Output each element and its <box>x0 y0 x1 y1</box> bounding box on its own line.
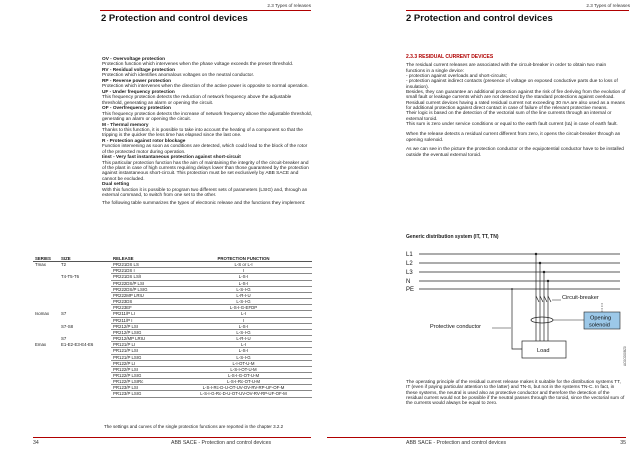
cell-release: PR121/P LSIG <box>111 354 175 360</box>
chapter-title: 2 Protection and control devices <box>101 13 248 24</box>
toroid <box>531 317 553 323</box>
rcd-text-column <box>406 55 626 162</box>
definition-heading: OF - Overfrequency protection <box>102 106 171 112</box>
chapter-title: 2 Protection and control devices <box>406 13 553 24</box>
footer-text: ABB SACE - Protection and control devices <box>171 440 272 446</box>
definition-heading: RP - Reverse power protection <box>102 78 172 84</box>
paragraph-toroid: As we can see in the picture the protection conductor or the equipotential conductor have to be installed outside the eventual external toroid. <box>406 147 624 158</box>
top-rule <box>100 10 311 11</box>
cell-release: PR123/P LSI <box>111 385 175 391</box>
closing-paragraph: The operating principle of the residual current release makes it suitable for the distribution systems TT, IT (even if paying particular attention to the latter) and TN-S, but not in the systems TN-C. In fact, in these systems, the neutral is used also as protective conductor and therefore the detection of the residual current would not be possible if the neutral passes through the toroid, since the vectorial sum of the currents would always be equal to zero. <box>406 380 625 407</box>
protective-conductor-label: Protective conductor <box>430 324 481 330</box>
cell-functions: L-S-I <box>175 348 312 354</box>
cell-functions: L-S-I-G <box>175 299 312 305</box>
cell-size: S7 <box>61 336 67 342</box>
cell-release: PR221DS LS <box>111 262 175 268</box>
opening-solenoid-label-2: solenoid <box>589 322 610 329</box>
protective-conductor <box>512 289 522 349</box>
cell-functions: L-I-OT-U-M <box>175 360 312 366</box>
definition-item <box>102 139 312 155</box>
opening-solenoid-label-1: Opening <box>590 315 612 322</box>
cell-functions: L-R-I-U <box>175 336 312 342</box>
definition-item <box>102 123 312 139</box>
junction-n <box>547 280 549 282</box>
cell-functions: L-S-I-G <box>175 354 312 360</box>
definition-text: Protection function which intervenes when the phase voltage exceeds the preset threshold. <box>102 62 294 68</box>
label-n: N <box>406 279 411 285</box>
cell-functions: L-I <box>175 311 312 317</box>
label-l2: L2 <box>406 261 413 267</box>
page-number: 35 <box>620 440 626 446</box>
label-pe: PE <box>406 287 415 293</box>
cell-release: PR222MP LRIU <box>111 292 175 298</box>
cell-functions: L-S-I-G-Rc-D-U-OT-UV-OV-RV-RP-UF-OF-M <box>175 391 312 397</box>
cell-functions: L-S or L-I <box>175 262 312 268</box>
cell-functions: L-S-I <box>175 274 312 280</box>
definition-text: Function intervening as soon as conditions are detected, which could lead to the block of the rotor of the protected motor during operation. <box>102 144 308 155</box>
cell-series: Tmax <box>35 262 46 268</box>
definition-heading: M - Thermal memory <box>102 122 149 128</box>
footer-rule <box>33 437 311 438</box>
cell-release: PR212/P LSIG <box>111 329 175 335</box>
junction-l1 <box>535 253 537 255</box>
definition-text: With this function it is possible to program two different sets of parameters (LSIG) and, through an external command, to switch from one set to the other. <box>102 187 308 198</box>
circuit-breaker-label: Circuit-breaker <box>562 295 599 301</box>
definition-heading: UF - Under frequency protection <box>102 89 175 95</box>
drop-conductors <box>535 253 551 341</box>
contact-l1 <box>536 296 539 302</box>
table-intro: The following table summarizes the types of electronic release and the functions they implement: <box>102 201 306 207</box>
section-subhead: 2.3.3 RESIDUAL CURRENT DEVICES <box>406 54 494 60</box>
cell-functions: L-S-I <box>175 323 312 329</box>
figure-code: AC0C000BZ0 <box>623 346 627 366</box>
section-tag: 2.3 Types of releases <box>586 3 630 8</box>
cell-release: PR122/P LSIRc <box>111 379 175 385</box>
cell-size: E1-E2-E3-E4-E6 <box>61 342 94 348</box>
cell-release: PR212/MP LRIU <box>111 336 175 342</box>
rcd-paragraph: This sum is zero under service conditions or equal to the earth fault current (IΔ) in case of earth fault. <box>406 122 618 128</box>
contact-n <box>548 296 551 302</box>
junction-l2 <box>539 262 541 264</box>
definition-item <box>102 90 312 106</box>
definition-text: This frequency protection detects the increase of network frequency above the adjustable threshold, generating an alarm or opening the circuit. <box>102 111 312 122</box>
rcd-paragraph: - protection against overloads and short-circuits; <box>406 74 508 80</box>
table-note: The settings and curves of the single protection functions are reported in the chapter 3.2.2 <box>104 424 284 429</box>
cell-functions: L-S-I <box>175 280 312 286</box>
section-tag: 2.3 Types of releases <box>267 3 311 8</box>
cell-functions: L-S-I-G-OT-U-M <box>175 372 312 378</box>
footer-text: ABB SACE - Protection and control devices <box>406 440 507 446</box>
paragraph-solenoid: When the release detects a residual current different from zero, it opens the circuit-breaker through an opening solenoid. <box>406 132 621 143</box>
definition-text: Protection which intervenes when the direction of the active power is opposite to normal operation. <box>102 84 309 90</box>
rcd-paragraph: Their logic is based on the detection of the vectorial sum of the line currents through an internal or external toroid. <box>406 111 612 122</box>
cell-series <box>33 391 59 397</box>
distribution-diagram <box>406 244 628 372</box>
cell-release: PR122/P LSIG <box>111 372 175 378</box>
rcd-paragraphs <box>406 63 626 127</box>
cell-functions: L-S-I-G-EFDP <box>175 305 312 311</box>
load-label: Load <box>537 348 550 354</box>
cell-release: PR123/P LSIG <box>111 391 175 397</box>
cell-release: PR221DS LS/I <box>111 274 175 280</box>
definition-heading: R - Protection against rotor blockage <box>102 138 186 144</box>
rcd-paragraph: Besides, they can guarantee an additional protection against the risk of fire deriving from the evolution of small fault or leakage currents which are not detected by the standard protections against overload. <box>406 90 626 101</box>
cell-size: S7 <box>61 311 67 317</box>
contact-l2 <box>540 296 543 302</box>
definition-text: This frequency protection detects the reduction of network frequency above the adjustable threshold, generating an alarm or opening the circuit. <box>102 95 292 106</box>
cell-functions: L-S-I-G <box>175 286 312 292</box>
junction-pe <box>511 288 513 290</box>
cell-release: PR121/P LSI <box>111 348 175 354</box>
cell-series: Isomax <box>35 311 50 317</box>
cell-release: PR212/P LSI <box>111 323 175 329</box>
header-size: SIZE <box>59 256 111 262</box>
definition-text: This particular protection function has the aim of maintaining the integrity of the circuit-breaker and of the plant in case of high currents requiring delays lower than those guaranteed by the protection against instantaneous short-circuit. This protection must be set exclusively by ABB SACE and cannot be excluded. <box>102 160 309 182</box>
cell-release: PR122/P LSI <box>111 366 175 372</box>
contact-l3 <box>544 296 547 302</box>
page-number: 34 <box>33 440 39 446</box>
definition-item <box>102 57 312 68</box>
header-series: SERIES <box>33 256 59 262</box>
definition-heading: Dual setting <box>102 182 130 188</box>
cell-functions: L-S-I-G <box>175 329 312 335</box>
cell-functions: I <box>175 268 312 274</box>
cell-release: PR222DS/P LSI <box>111 280 175 286</box>
definition-text: Protection which identifies anomalous voltages on the neutral conductor. <box>102 73 255 79</box>
label-l1: L1 <box>406 252 413 258</box>
cell-functions: L-S-I-Rc-OT-U-M <box>175 379 312 385</box>
rcd-paragraph: Residual current devices having a rated residual current not exceeding 30 mA are also used as a means for additional protection against direct contact in case of failure of the relevant protective means. <box>406 100 625 112</box>
cell-size: S7-S8 <box>61 323 74 329</box>
release-table <box>33 256 312 398</box>
footer-rule <box>327 437 626 438</box>
cell-size: T2 <box>61 262 67 268</box>
definition-item <box>102 68 312 79</box>
cell-functions: L-R-I-U <box>175 292 312 298</box>
definition-text: Thanks to this function, it is possible to take into account the heating of a component so that the tripping is the quicker the less time has elapsed since the last one. <box>102 127 303 139</box>
cell-functions: I <box>175 317 312 323</box>
cell-series: Emax <box>35 342 47 348</box>
cell-release: PR221DS I <box>111 268 175 274</box>
line-labels <box>406 252 414 293</box>
cell-release: PR211/P LI <box>111 311 175 317</box>
cell-release: PR222DS/P LSIG <box>111 286 175 292</box>
definitions-column <box>102 57 312 207</box>
top-rule <box>406 10 629 11</box>
figure-title: Generic distribution system (IT, TT, TN) <box>406 234 499 240</box>
definition-heading: OV - Overvoltage protection <box>102 57 166 62</box>
definition-item <box>102 182 312 198</box>
cell-release: PR122/P LI <box>111 360 175 366</box>
junction-l3 <box>543 271 545 273</box>
definition-heading: RV - Residual voltage protection <box>102 67 176 73</box>
cell-functions: L-S-I-OT-U-M <box>175 366 312 372</box>
cell-release: PR223EF <box>111 305 175 311</box>
cell-functions: L-S-I-Rc-D-U-OT-UV-OV-RV-RP-UF-OF-M <box>175 385 312 391</box>
cell-functions: L-I <box>175 342 312 348</box>
header-release: RELEASE <box>111 256 175 262</box>
cell-size: T4-T5-T6 <box>61 274 80 280</box>
cell-release: PR121/P LI <box>111 342 175 348</box>
cell-release: PR211/P I <box>111 317 175 323</box>
phase-lines <box>419 254 620 289</box>
rcd-paragraph: The residual current releases are associated with the circuit-breaker in order to obtain two main functions in a single device: <box>406 63 607 74</box>
header-functions: PROTECTION FUNCTION <box>175 256 312 262</box>
label-l3: L3 <box>406 270 413 276</box>
definition-item <box>102 106 312 122</box>
rcd-paragraph: - protection against indirect contacts (presence of voltage on exposed conductive parts due to loss of insulation). <box>406 79 618 90</box>
right-page <box>319 0 638 451</box>
table-row <box>33 391 312 397</box>
definition-heading: Iinst - Very fast instantaneous protection against short-circuit <box>102 155 241 161</box>
cell-release: PR223DS <box>111 299 175 305</box>
cell-size <box>59 391 111 397</box>
definition-item <box>102 79 312 90</box>
definition-item <box>102 155 312 182</box>
